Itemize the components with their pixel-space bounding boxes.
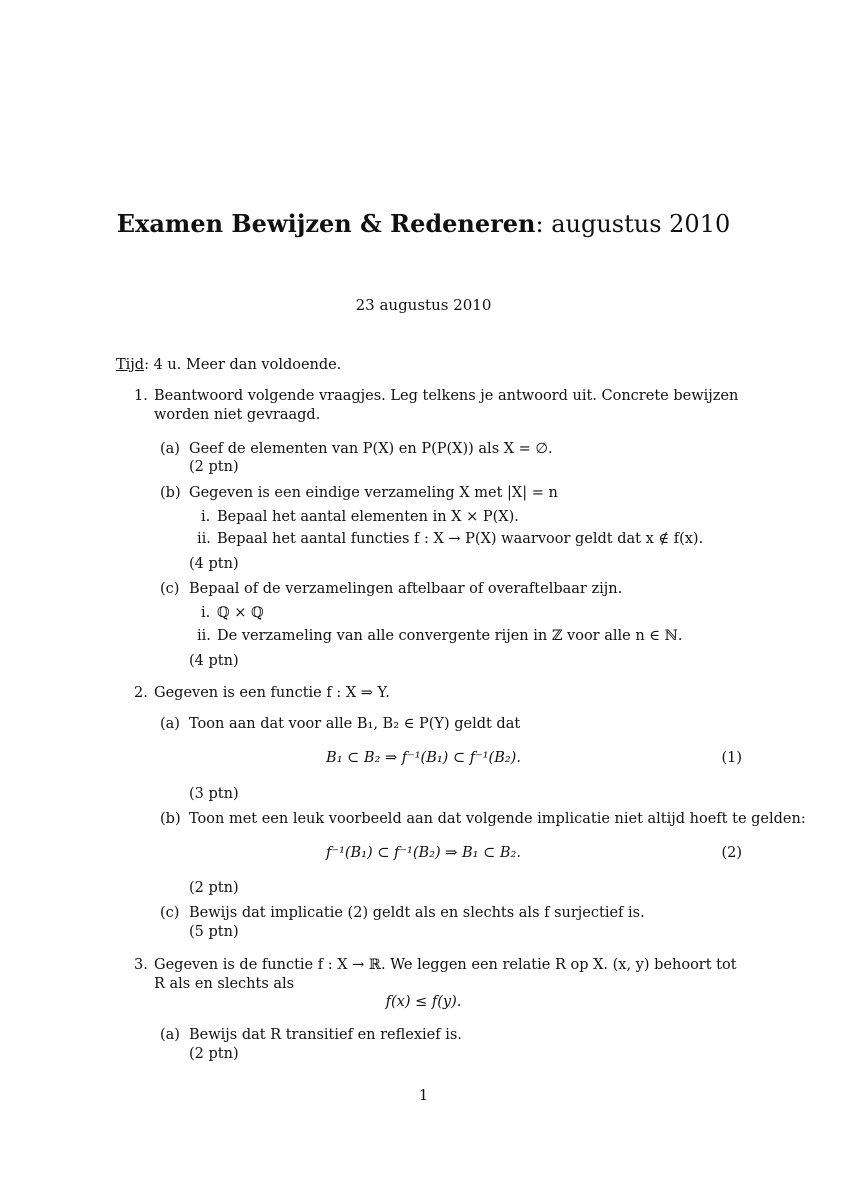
q1a-points: (2 ptn)	[189, 459, 239, 475]
q1b-points: (4 ptn)	[189, 556, 239, 572]
q1-number: 1.	[134, 388, 148, 404]
q1a-text: Geef de elementen van P(X) en P(P(X)) als X = ∅.	[189, 441, 553, 457]
time-text: : 4 u. Meer dan voldoende.	[144, 357, 342, 373]
q1b-ii-text: Bepaal het aantal functies f : X → P(X) waarvoor geldt dat x ∉ f(x).	[217, 531, 704, 547]
q1b-label: (b)	[160, 485, 181, 501]
q2a-points: (3 ptn)	[189, 786, 239, 802]
q2c-text: Bewijs dat implicatie (2) geldt als en slechts als f surjectief is.	[189, 905, 645, 921]
q2b-label: (b)	[160, 811, 181, 827]
q1b-text: Gegeven is een eindige verzameling X met |X| = n	[189, 485, 558, 501]
q1c-i-label: i.	[201, 605, 211, 621]
q1b-ii-label: ii.	[197, 531, 211, 547]
q1c-points: (4 ptn)	[189, 653, 239, 669]
title-bold: Examen Bewijzen & Redeneren	[116, 209, 536, 238]
q3a-text: Bewijs dat R transitief en reflexief is.	[189, 1027, 462, 1043]
q2a-text: Toon aan dat voor alle B₁, B₂ ∈ P(Y) geldt dat	[189, 716, 521, 732]
equation-2: f⁻¹(B₁) ⊂ f⁻¹(B₂) ⇒ B₁ ⊂ B₂.	[326, 845, 521, 861]
q1c-text: Bepaal of de verzamelingen aftelbaar of overaftelbaar zijn.	[189, 581, 623, 597]
exam-date: 23 augustus 2010	[355, 296, 492, 314]
q1c-ii-text: De verzameling van alle convergente rijen in ℤ voor alle n ∈ ℕ.	[217, 628, 683, 644]
time-label: Tijd	[116, 357, 145, 373]
title-rest: : augustus 2010	[535, 210, 731, 238]
time-line	[116, 356, 341, 374]
q3a-label: (a)	[160, 1027, 180, 1043]
equation-1-number: (1)	[721, 750, 742, 766]
q1a-label: (a)	[160, 441, 180, 457]
equation-3: f(x) ≤ f(y).	[385, 994, 462, 1010]
equation-1: B₁ ⊂ B₂ ⇒ f⁻¹(B₁) ⊂ f⁻¹(B₂).	[326, 750, 521, 766]
q1-text: Beantwoord volgende vraagjes. Leg telkens je antwoord uit. Concrete bewijzen worden niet gevraagd.	[154, 388, 739, 423]
q1c-ii-label: ii.	[197, 628, 211, 644]
q3a-points: (2 ptn)	[189, 1046, 239, 1062]
q2b-text: Toon met een leuk voorbeeld aan dat volgende implicatie niet altijd hoeft te gelden:	[189, 811, 806, 827]
equation-2-number: (2)	[721, 845, 742, 861]
q2a-label: (a)	[160, 716, 180, 732]
q1c-i-text: ℚ × ℚ	[217, 605, 264, 621]
q1c-label: (c)	[160, 581, 180, 597]
q3-number: 3.	[134, 957, 148, 973]
q1b-i-text: Bepaal het aantal elementen in X × P(X).	[217, 509, 519, 525]
q2-number: 2.	[134, 685, 148, 701]
q2b-points: (2 ptn)	[189, 880, 239, 896]
q2-text: Gegeven is een functie f : X ⇒ Y.	[154, 685, 390, 701]
page-title	[0, 208, 847, 240]
q1b-i-label: i.	[201, 509, 211, 525]
q2c-label: (c)	[160, 905, 180, 921]
q2c-points: (5 ptn)	[189, 924, 239, 940]
page-number: 1	[418, 1086, 429, 1104]
q3-text: Gegeven is de functie f : X → ℝ. We leggen een relatie R op X. (x, y) behoort tot R als en slechts als	[154, 957, 737, 992]
